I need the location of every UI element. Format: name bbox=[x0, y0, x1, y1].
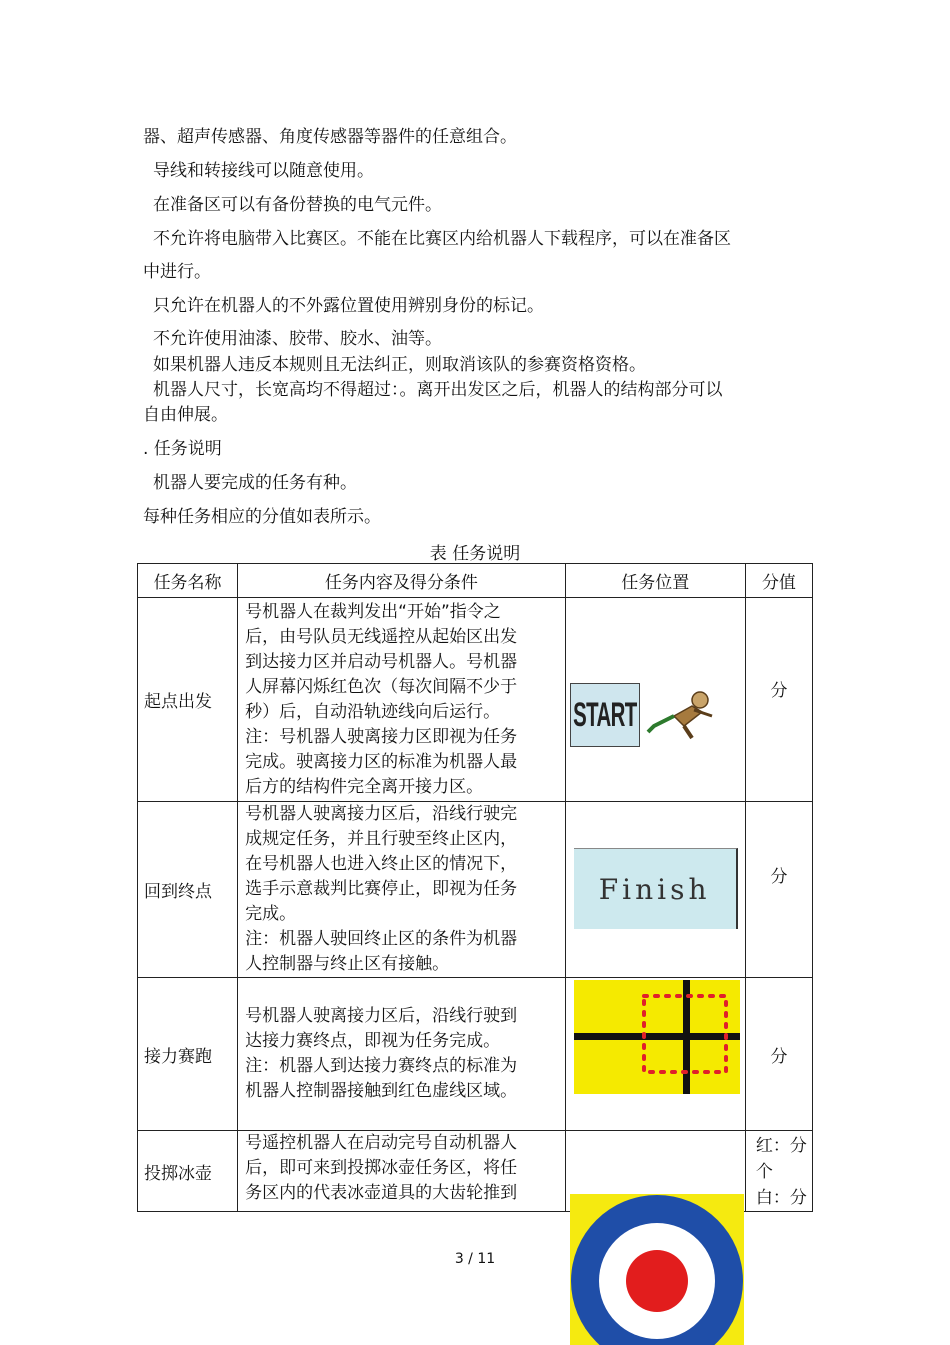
desc-line: 后方的结构件完全离开接力区。 bbox=[245, 776, 484, 797]
relay-finish-zone-image bbox=[574, 980, 740, 1094]
desc-line: 注：号机器人驶离接力区即视为任务 bbox=[245, 726, 518, 747]
finish-image-cell bbox=[565, 802, 745, 978]
task-description bbox=[238, 1131, 565, 1212]
desc-line: 在号机器人也进入终止区的情况下， bbox=[245, 854, 518, 874]
desc-line: 后，即可来到投掷冰壶任务区，将任 bbox=[245, 1158, 518, 1178]
desc-line: 成规定任务，并且行驶至终止区内， bbox=[245, 829, 518, 849]
relay-image-cell bbox=[565, 978, 745, 1131]
desc-line: 完成。驶离接力区的标准为机器人最 bbox=[245, 751, 518, 772]
task-score: 分 bbox=[745, 802, 812, 978]
desc-line: 选手示意裁判比赛停止，即视为任务 bbox=[245, 879, 518, 899]
task-name: 起点出发 bbox=[138, 598, 238, 802]
task-description bbox=[238, 802, 565, 978]
curling-target-image bbox=[570, 1194, 744, 1345]
table-header-row bbox=[138, 564, 813, 598]
desc-line: 人控制器与终止区有接触。 bbox=[245, 954, 450, 974]
task-name: 投掷冰壶 bbox=[138, 1131, 238, 1212]
header-task-location: 任务位置 bbox=[565, 564, 745, 598]
desc-line: 注：机器人到达接力赛终点的标准为 bbox=[245, 1056, 518, 1076]
start-sign-text: START bbox=[572, 695, 637, 734]
desc-line: 到达接力区并启动号机器人。号机器 bbox=[245, 651, 518, 672]
header-task-content: 任务内容及得分条件 bbox=[238, 564, 565, 598]
paragraph-8: 如果机器人违反本规则且无法纠正，则取消该队的参赛资格资格。 bbox=[153, 355, 646, 375]
table-row bbox=[138, 598, 813, 802]
paragraph-2: 导线和转接线可以随意使用。 bbox=[153, 161, 374, 181]
task-name: 接力赛跑 bbox=[138, 978, 238, 1131]
desc-line: 务区内的代表冰壶道具的大齿轮推到 bbox=[245, 1183, 518, 1203]
score-line: 白：分 bbox=[755, 1188, 807, 1208]
finish-sign-image bbox=[574, 848, 738, 929]
desc-line: 秒）后，自动沿轨迹线向后运行。 bbox=[245, 701, 501, 722]
paragraph-4: 不允许将电脑带入比赛区。不能在比赛区内给机器人下载程序，可以在准备区 bbox=[153, 229, 731, 249]
desc-line: 号机器人在裁判发出“开始”指令之 bbox=[245, 601, 501, 622]
score-line: 红：分 bbox=[755, 1136, 807, 1156]
paragraph-7: 不允许使用油漆、胶带、胶水、油等。 bbox=[153, 329, 442, 349]
desc-line: 达接力赛终点，即视为任务完成。 bbox=[245, 1031, 501, 1051]
table-caption: 表 任务说明 bbox=[429, 544, 521, 564]
paragraph-12: 每种任务相应的分值如表所示。 bbox=[143, 507, 381, 527]
task-score: 分 bbox=[745, 978, 812, 1131]
page-number: 3 / 11 bbox=[454, 1251, 496, 1267]
task-name: 回到终点 bbox=[138, 802, 238, 978]
table-row bbox=[138, 802, 813, 978]
task-score: 分 bbox=[745, 598, 812, 802]
running-person-icon bbox=[644, 686, 718, 742]
start-image-cell bbox=[565, 598, 745, 802]
finish-sign-text: Finish bbox=[598, 872, 711, 906]
score-line: 个 bbox=[755, 1162, 773, 1182]
paragraph-1: 器、超声传感器、角度传感器等器件的任意组合。 bbox=[143, 127, 517, 147]
paragraph-10: 自由伸展。 bbox=[143, 405, 228, 425]
paragraph-6: 只允许在机器人的不外露位置使用辨别身份的标记。 bbox=[153, 296, 544, 316]
section-heading: . 任务说明 bbox=[143, 439, 222, 459]
paragraph-11: 机器人要完成的任务有种。 bbox=[153, 473, 357, 493]
desc-line: 机器人控制器接触到红色虚线区域。 bbox=[245, 1081, 518, 1101]
task-table bbox=[137, 563, 813, 1212]
task-description bbox=[238, 598, 565, 802]
desc-line: 人屏幕闪烁红色次（每次间隔不少于 bbox=[245, 676, 518, 697]
start-sign-image bbox=[570, 683, 640, 747]
header-task-name: 任务名称 bbox=[138, 564, 238, 598]
paragraph-3: 在准备区可以有备份替换的电气元件。 bbox=[153, 195, 442, 215]
header-score: 分值 bbox=[745, 564, 812, 598]
desc-line: 号机器人驶离接力区后，沿线行驶到 bbox=[245, 1006, 518, 1026]
desc-line: 号遥控机器人在启动完号自动机器人 bbox=[245, 1133, 518, 1153]
desc-line: 后，由号队员无线遥控从起始区出发 bbox=[245, 626, 518, 647]
task-score bbox=[745, 1131, 812, 1212]
paragraph-5: 中进行。 bbox=[143, 262, 211, 282]
desc-line: 号机器人驶离接力区后，沿线行驶完 bbox=[245, 804, 518, 824]
paragraph-9: 机器人尺寸，长宽高均不得超过：。离开出发区之后，机器人的结构部分可以 bbox=[153, 380, 723, 400]
task-description bbox=[238, 978, 565, 1131]
desc-line: 完成。 bbox=[245, 904, 297, 924]
desc-line: 注：机器人驶回终止区的条件为机器 bbox=[245, 929, 518, 949]
table-row bbox=[138, 978, 813, 1131]
